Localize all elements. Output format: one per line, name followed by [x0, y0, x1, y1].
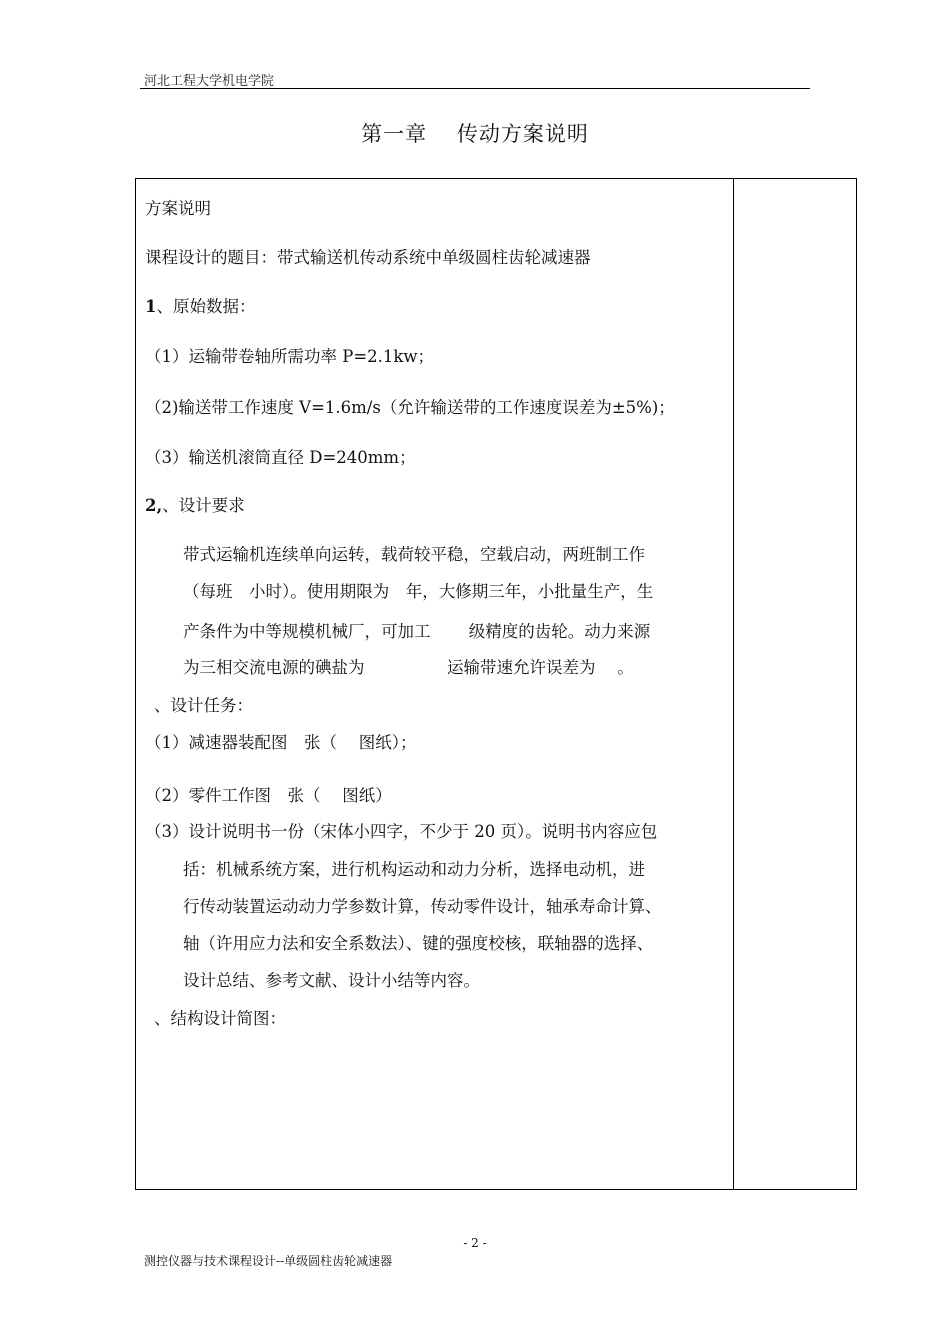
requirement-line: 带式运输机连续单向运转，载荷较平稳，空载启动，两班制工作: [183, 545, 645, 564]
task-specification-line: 括：机械系统方案，进行机构运动和动力分析，选择电动机，进: [183, 860, 645, 879]
heading-number: 2,: [145, 496, 163, 515]
requirement-line: 产条件为中等规模机械厂，可加工 级精度的齿轮。动力来源: [183, 622, 651, 641]
page-number: - 2 -: [463, 1236, 487, 1250]
design-topic: 课程设计的题目：带式输送机传动系统中单级圆柱齿轮减速器: [145, 248, 591, 267]
heading-requirements: [145, 498, 245, 515]
task-specification-line: 轴（许用应力法和安全系数法）、键的强度校核，联轴器的选择、: [183, 934, 654, 953]
section-label: 方案说明: [145, 199, 211, 218]
data-item-diameter: （3）输送机滚筒直径 D=240mm；: [145, 448, 416, 467]
content-table: [135, 178, 857, 1190]
task-specification-line: 设计总结、参考文献、设计小结等内容。: [183, 971, 480, 990]
heading-text: 、设计要求: [162, 496, 245, 515]
task-specification: （3）设计说明书一份（宋体小四字，不少于 20 页）。说明书内容应包: [145, 822, 658, 841]
data-item-speed: （2)输送带工作速度 V=1.6m/s（允许输送带的工作速度误差为±5%)；: [145, 398, 675, 417]
header-institution: 河北工程大学机电学院: [144, 74, 275, 89]
requirement-line: 为三相交流电源的碘盐为 运输带速允许误差为 。: [183, 658, 634, 677]
footer-course-title: 测控仪器与技术课程设计--单级圆柱齿轮减速器: [144, 1254, 393, 1268]
data-item-power: （1）运输带卷轴所需功率 P=2.1kw；: [145, 347, 435, 366]
heading-text: 、原始数据：: [156, 297, 256, 316]
requirement-line: （每班 小时）。使用期限为 年，大修期三年，小批量生产，生: [183, 582, 654, 601]
chapter-title: 第一章 传动方案说明: [361, 122, 589, 146]
task-specification-line: 行传动装置运动动力学参数计算，传动零件设计，轴承寿命计算、: [183, 897, 662, 916]
column-divider: [733, 179, 734, 1189]
heading-structure-diagram: 、结构设计简图：: [154, 1009, 286, 1028]
heading-raw-data: [145, 299, 255, 316]
task-part-drawing: （2）零件工作图 张（ 图纸）: [145, 786, 392, 805]
header-rule: [140, 88, 810, 89]
heading-number: 1: [145, 297, 157, 316]
heading-tasks: 、设计任务：: [154, 696, 253, 715]
task-assembly-drawing: （1）减速器装配图 张（ 图纸）；: [145, 733, 417, 752]
